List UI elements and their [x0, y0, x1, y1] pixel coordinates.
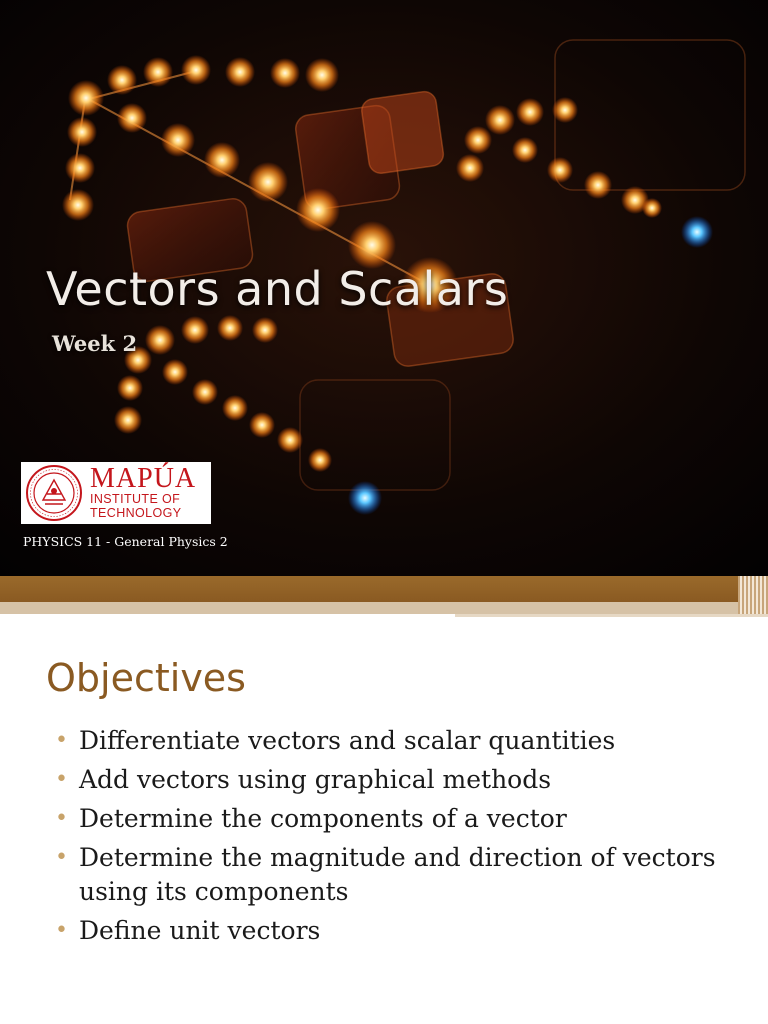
objective-text: Determine the magnitude and direction of vectors using its components [79, 843, 716, 906]
objectives-list [55, 724, 745, 953]
objective-text: Differentiate vectors and scalar quantities [79, 726, 616, 755]
slide-subtitle: Week 2 [52, 331, 138, 356]
course-label: PHYSICS 11 - General Physics 2 [23, 534, 228, 549]
logo-text [90, 463, 197, 520]
bullet-icon: • [55, 806, 68, 831]
objectives-title: Objectives [46, 656, 246, 700]
list-item [55, 914, 745, 948]
bullet-icon: • [55, 767, 68, 792]
logo-line-2: TECHNOLOGY [90, 506, 182, 520]
logo-line-1: INSTITUTE OF [90, 492, 181, 506]
bullet-icon: • [55, 728, 68, 753]
mapua-logo [21, 462, 211, 524]
divider-light-band [0, 602, 768, 614]
divider-gold-band [0, 576, 768, 602]
objectives-slide [0, 632, 768, 1024]
objective-text: Determine the components of a vector [79, 804, 567, 833]
slide-title: Vectors and Scalars [46, 262, 509, 316]
institution-seal-icon [25, 464, 83, 522]
list-item [55, 802, 745, 836]
objective-text: Define unit vectors [79, 916, 321, 945]
divider-stripes [738, 576, 768, 614]
bullet-icon: • [55, 845, 68, 870]
list-item [55, 724, 745, 758]
list-item [55, 763, 745, 797]
slide-divider [0, 576, 768, 632]
logo-name: MAPÚA [90, 463, 197, 494]
bullet-icon: • [55, 918, 68, 943]
objective-text: Add vectors using graphical methods [79, 765, 552, 794]
list-item [55, 841, 745, 909]
divider-tick [455, 614, 768, 617]
